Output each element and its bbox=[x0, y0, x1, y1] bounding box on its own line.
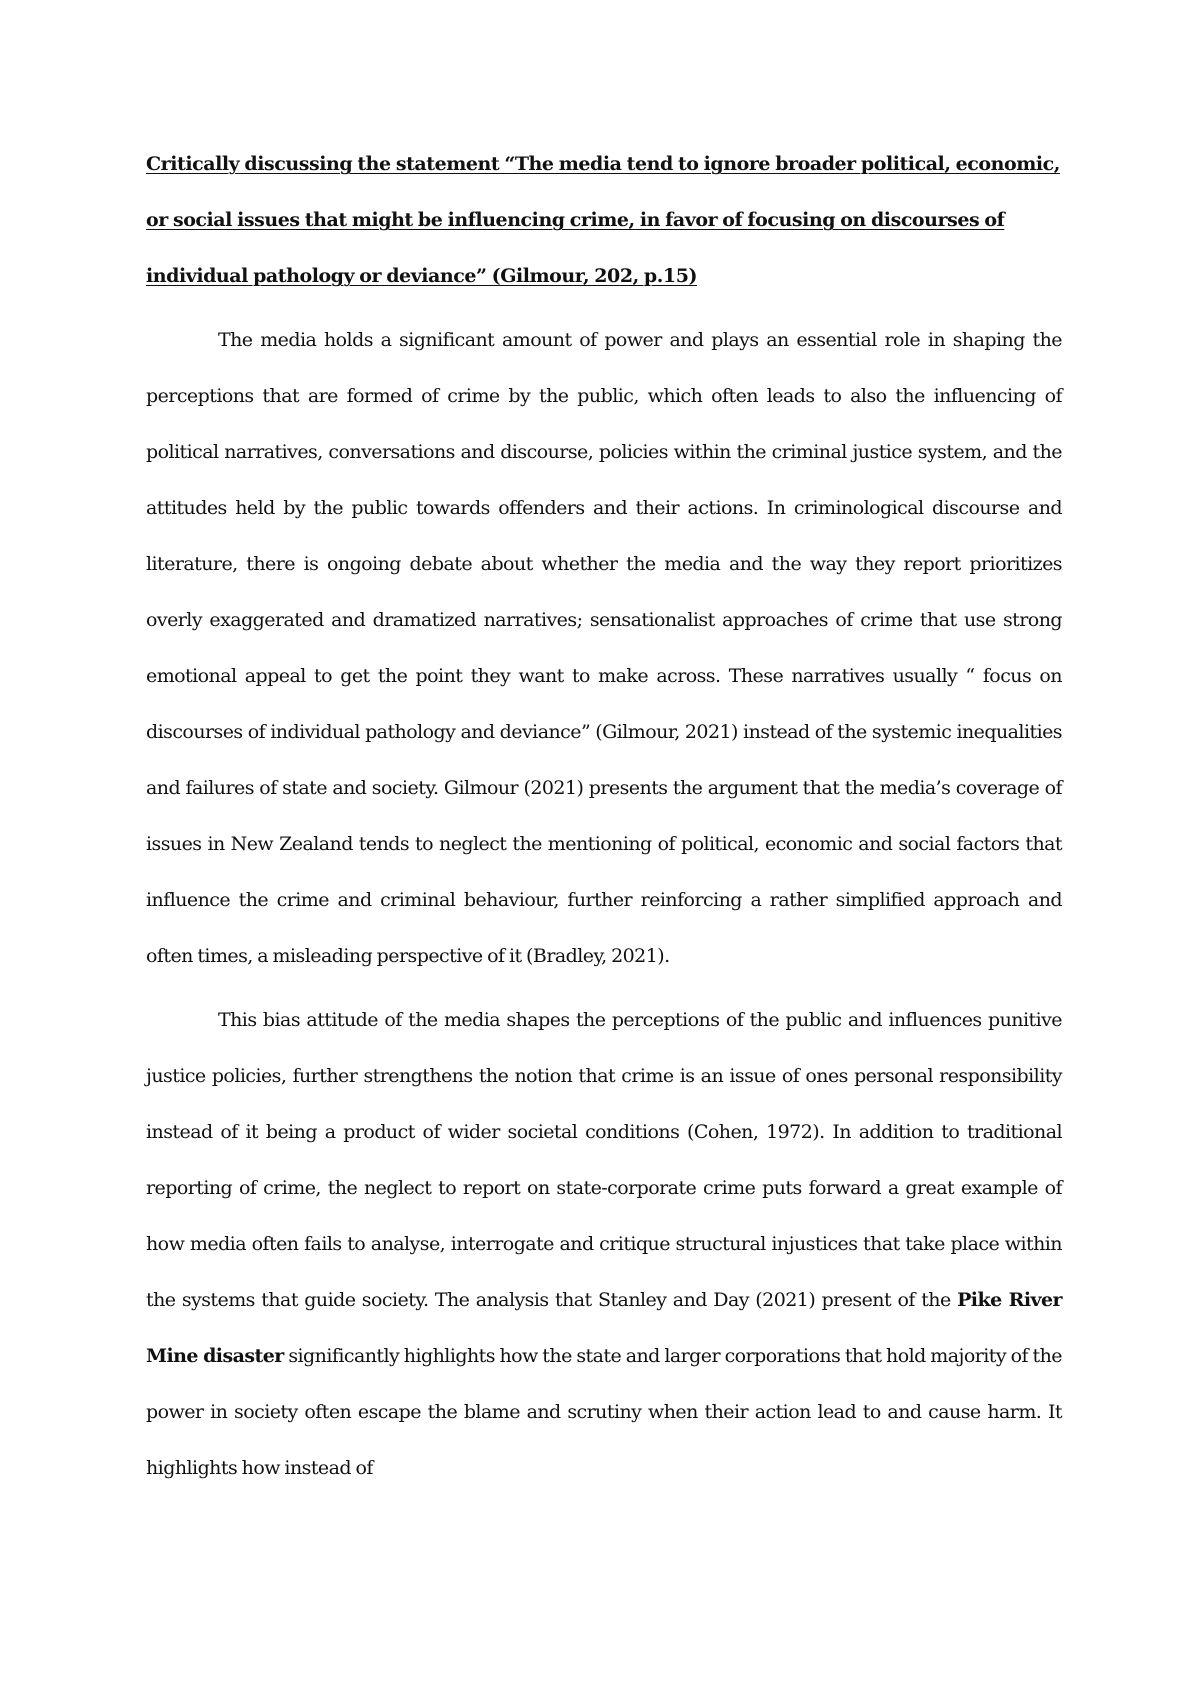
essay-title: Critically discussing the statement “The media tend to ignore broader political, economic, or social issues that might be influencing crime, in favor of focusing on discourses of individual pathology or deviance” (Gilmour, 202, p.15) bbox=[146, 153, 1060, 287]
paragraph-2 bbox=[146, 992, 1062, 1496]
pike-river-emphasis: Pike River Mine disaster bbox=[146, 1289, 1062, 1367]
document-body bbox=[146, 136, 1062, 1496]
paragraph-2-text-after: significantly highlights how the state and larger corporations that hold majority of the power in society often escape the blame and scrutiny when their action lead to and cause harm. It highlights how instead of bbox=[146, 1345, 1063, 1479]
paragraph-2-text-before: This bias attitude of the media shapes the perceptions of the public and influences punitive justice policies, further strengthens the notion that crime is an issue of ones personal responsibility instead of it being a product of wider societal conditions (Cohen, 1972). In addition to traditional reporting of crime, the neglect to report on state-corporate crime puts forward a great example of how media often fails to analyse, interrogate and critique structural injustices that take place within the systems that guide society. The analysis that Stanley and Day (2021) present of the bbox=[146, 1009, 1062, 1311]
paragraph-1: The media holds a significant amount of power and plays an essential role in shaping the perceptions that are formed of crime by the public, which often leads to also the influencing of political narratives, conversations and discourse, policies within the criminal justice system, and the attitudes held by the public towards offenders and their actions. In criminological discourse and literature, there is ongoing debate about whether the media and the way they report prioritizes overly exaggerated and dramatized narratives; sensationalist approaches of crime that use strong emotional appeal to get the point they want to make across. These narratives usually “ focus on discourses of individual pathology and deviance” (Gilmour, 2021) instead of the systemic inequalities and failures of state and society. Gilmour (2021) presents the argument that the media’s coverage of issues in New Zealand tends to neglect the mentioning of political, economic and social factors that influence the crime and criminal behaviour, further reinforcing a rather simplified approach and often times, a misleading perspective of it (Bradley, 2021). bbox=[146, 329, 1062, 967]
